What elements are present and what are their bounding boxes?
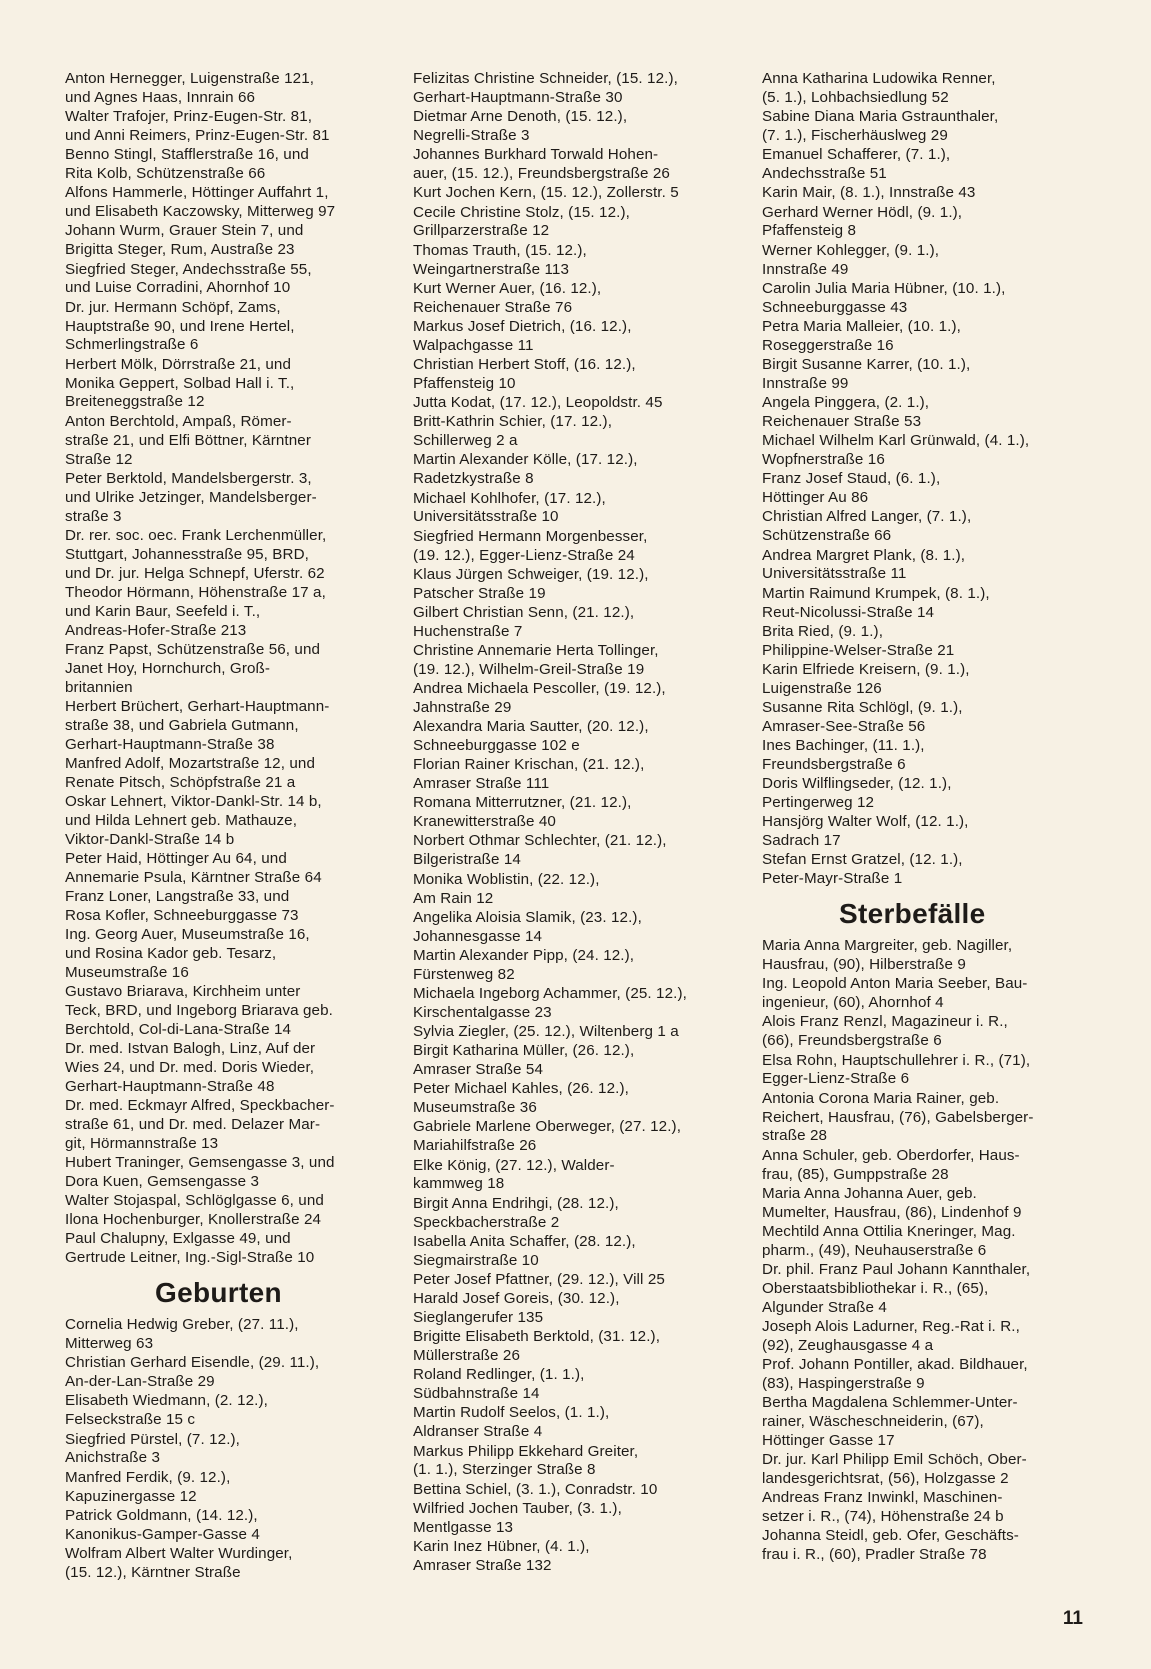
column-2 [413, 70, 745, 1576]
list-entry: Gustavo Briarava, Kirchheim unter Teck, BRD, und Ingeborg Briarava geb. Berchtold, Col-di-Lana-Straße 14 [65, 983, 333, 1038]
list-entry: Jutta Kodat, (17. 12.), Leopoldstr. 45 [413, 394, 663, 412]
list-entry: Anna Katharina Ludowika Renner, (5. 1.), Lohbachsiedlung 52 [762, 70, 996, 106]
list-entry: Elsa Rohn, Hauptschullehrer i. R., (71), Egger-Lienz-Straße 6 [762, 1051, 1031, 1088]
list-entry: Franz Papst, Schützenstraße 56, und Janet Hoy, Hornchurch, Groß- britannien [65, 640, 321, 696]
list-entry: Sylvia Ziegler, (25. 12.), Wiltenberg 1 a [413, 1023, 679, 1041]
list-entry: Paul Chalupny, Exlgasse 49, und Gertrude Leitner, Ing.-Sigl-Straße 10 [65, 1230, 315, 1267]
list-entry: Dr. jur. Hermann Schöpf, Zams, Hauptstraße 90, und Irene Hertel, Schmerlingstraße 6 [65, 298, 295, 354]
list-entry: Prof. Johann Pontiller, akad. Bildhauer, (83), Haspingerstraße 9 [762, 1356, 1028, 1393]
list-entry: Ines Bachinger, (11. 1.), Freundsbergstraße 6 [762, 737, 925, 773]
list-entry: Johanna Steidl, geb. Ofer, Geschäfts- frau i. R., (60), Pradler Straße 78 [762, 1527, 1019, 1564]
list-entry: Isabella Anita Schaffer, (28. 12.), Siegmairstraße 10 [413, 1232, 636, 1269]
list-entry: Gabriele Marlene Oberweger, (27. 12.), Mariahilfstraße 26 [413, 1118, 682, 1155]
list-entry: Peter Michael Kahles, (26. 12.), Museumstraße 36 [413, 1080, 629, 1117]
list-entry: Herbert Brüchert, Gerhart-Hauptmann- straße 38, und Gabriela Gutmann, Gerhart-Hauptmann-Straße 38 [65, 697, 330, 753]
list-entry: Cecile Christine Stolz, (15. 12.), Grillparzerstraße 12 [413, 203, 630, 240]
list-entry: Kurt Jochen Kern, (15. 12.), Zollerstr. 5 [413, 184, 679, 202]
list-entry: Gerhard Werner Hödl, (9. 1.), Pfaffensteig 8 [762, 203, 963, 240]
list-entry: Emanuel Schafferer, (7. 1.), Andechsstraße 51 [762, 146, 951, 183]
list-entry: Siegfried Steger, Andechsstraße 55, und Luise Corradini, Ahornhof 10 [65, 260, 312, 297]
list-entry: Michael Kohlhofer, (17. 12.), Universitätsstraße 10 [413, 489, 606, 526]
list-entry: Ing. Leopold Anton Maria Seeber, Bau- ingenieur, (60), Ahornhof 4 [762, 975, 1028, 1012]
list-entry: Hubert Traninger, Gemsengasse 3, und Dora Kuen, Gemsengasse 3 [65, 1154, 335, 1191]
list-entry: Doris Wilflingseder, (12. 1.), Pertingerweg 12 [762, 775, 952, 812]
list-entry: Birgit Katharina Müller, (26. 12.), Amraser Straße 54 [413, 1042, 635, 1079]
list-entry: Oskar Lehnert, Viktor-Dankl-Str. 14 b, und Hilda Lehnert geb. Mathauze, Viktor-Dankl-Straße 14 b [65, 792, 322, 848]
list-entry: Siegfried Hermann Morgenbesser, (19. 12.), Egger-Lienz-Straße 24 [413, 527, 648, 564]
list-entry: Klaus Jürgen Schweiger, (19. 12.), Patscher Straße 19 [413, 565, 649, 602]
section-heading-sterbefaelle: Sterbefälle [839, 898, 986, 930]
list-entry: Karin Inez Hübner, (4. 1.), Amraser Straße 132 [413, 1537, 590, 1574]
list-entry: Maria Anna Margreiter, geb. Nagiller, Hausfrau, (90), Hilberstraße 9 [762, 937, 1013, 974]
list-entry: Walter Stojaspal, Schlöglgasse 6, und Ilona Hochenburger, Knollerstraße 24 [65, 1192, 324, 1229]
list-entry: Joseph Alois Ladurner, Reg.-Rat i. R., (92), Zeughausgasse 4 a [762, 1318, 1020, 1354]
list-entry: Gilbert Christian Senn, (21. 12.), Huchenstraße 7 [413, 603, 635, 640]
list-entry: Walter Trafojer, Prinz-Eugen-Str. 81, und Anni Reimers, Prinz-Eugen-Str. 81 [65, 108, 330, 145]
list-entry: Manfred Adolf, Mozartstraße 12, und Renate Pitsch, Schöpfstraße 21 a [65, 754, 315, 791]
list-entry: Norbert Othmar Schlechter, (21. 12.), Bilgeristraße 14 [413, 832, 667, 869]
list-entry: Thomas Trauth, (15. 12.), Weingartnerstraße 113 [413, 241, 587, 278]
list-entry: Angelika Aloisia Slamik, (23. 12.), Johannesgasse 14 [413, 908, 642, 945]
list-entry: Romana Mitterrutzner, (21. 12.), Kranewitterstraße 40 [413, 794, 632, 831]
list-entry: Brigitte Elisabeth Berktold, (31. 12.), Müllerstraße 26 [413, 1328, 661, 1365]
list-entry: Roland Redlinger, (1. 1.), Südbahnstraße 14 [413, 1366, 585, 1403]
births-list-continued [413, 70, 745, 1576]
list-entry: Christian Herbert Stoff, (16. 12.), Pfaffensteig 10 [413, 355, 636, 392]
section-heading-geburten: Geburten [155, 1277, 282, 1309]
list-entry: Monika Woblistin, (22. 12.), Am Rain 12 [413, 870, 600, 907]
list-entry: Anton Berchtold, Ampaß, Römer- straße 21, und Elfi Böttner, Kärntner Straße 12 [65, 412, 311, 468]
page-number: 11 [1062, 1608, 1083, 1629]
list-entry: Florian Rainer Krischan, (21. 12.), Amraser Straße 111 [413, 756, 645, 793]
list-entry: Martin Alexander Pipp, (24. 12.), Fürstenweg 82 [413, 946, 635, 983]
list-entry: Markus Philipp Ekkehard Greiter, (1. 1.), Sterzinger Straße 8 [413, 1442, 639, 1479]
list-entry: Martin Alexander Kölle, (17. 12.), Radetzkystraße 8 [413, 451, 638, 488]
list-entry: Christian Alfred Langer, (7. 1.), Schützenstraße 66 [762, 508, 972, 545]
list-entry: Michaela Ingeborg Achammer, (25. 12.), Kirschentalgasse 23 [413, 984, 687, 1021]
list-entry: Peter Haid, Höttinger Au 64, und Annemarie Psula, Kärntner Straße 64 [65, 849, 322, 886]
list-entry: Anna Schuler, geb. Oberdorfer, Haus- frau, (85), Gumppstraße 28 [762, 1146, 1020, 1183]
list-entry: Karin Mair, (8. 1.), Innstraße 43 [762, 184, 976, 202]
list-entry: Franz Loner, Langstraße 33, und Rosa Kofler, Schneeburggasse 73 [65, 888, 299, 924]
list-entry: Elisabeth Wiedmann, (2. 12.), Felseckstraße 15 c [65, 1392, 268, 1429]
list-entry: Christine Annemarie Herta Tollinger, (19. 12.), Wilhelm-Greil-Straße 19 [413, 641, 659, 678]
list-entry: Markus Josef Dietrich, (16. 12.), Walpachgasse 11 [413, 317, 632, 354]
list-entry: Andrea Margret Plank, (8. 1.), Universitätsstraße 11 [762, 546, 966, 583]
list-entry: Dr. jur. Karl Philipp Emil Schöch, Ober- landesgerichtsrat, (56), Holzgasse 2 [762, 1451, 1027, 1488]
births-list [65, 1316, 395, 1582]
list-entry: Ing. Georg Auer, Museumstraße 16, und Rosina Kador geb. Tesarz, Museumstraße 16 [65, 926, 310, 981]
list-entry: Maria Anna Johanna Auer, geb. Mumelter, Hausfrau, (86), Lindenhof 9 [762, 1184, 1022, 1221]
list-entry: Franz Josef Staud, (6. 1.), Höttinger Au 86 [762, 470, 941, 507]
list-entry: Cornelia Hedwig Greber, (27. 11.), Mitterweg 63 [65, 1316, 299, 1353]
list-entry: Dietmar Arne Denoth, (15. 12.), Negrelli-Straße 3 [413, 108, 628, 145]
column-1 [65, 70, 395, 1583]
list-entry: Bettina Schiel, (3. 1.), Conradstr. 10 [413, 1480, 658, 1498]
list-entry: Benno Stingl, Stafflerstraße 16, und Rita Kolb, Schützenstraße 66 [65, 146, 309, 183]
list-entry: Anton Hernegger, Luigenstraße 121, und Agnes Haas, Innrain 66 [65, 70, 315, 106]
list-entry: Dr. phil. Franz Paul Johann Kannthaler, Oberstaatsbibliothekar i. R., (65), Algunder Straße 4 [762, 1260, 1031, 1316]
list-entry: Wolfram Albert Walter Wurdinger, (15. 12.), Kärntner Straße [65, 1544, 293, 1581]
list-entry: Stefan Ernst Gratzel, (12. 1.), Peter-Mayr-Straße 1 [762, 851, 963, 888]
list-entry: Andreas Franz Inwinkl, Maschinen- setzer i. R., (74), Höhenstraße 24 b [762, 1489, 1004, 1526]
list-entry: Michael Wilhelm Karl Grünwald, (4. 1.), Wopfnerstraße 16 [762, 432, 1030, 469]
list-entry: Patrick Goldmann, (14. 12.), Kanonikus-Gamper-Gasse 4 [65, 1506, 260, 1543]
list-entry: Hansjörg Walter Wolf, (12. 1.), Sadrach 17 [762, 813, 969, 850]
list-entry: Johannes Burkhard Torwald Hohen- auer, (15. 12.), Freundsbergstraße 26 [413, 146, 670, 183]
list-entry: Dr. med. Istvan Balogh, Linz, Auf der Wies 24, und Dr. med. Doris Wieder, Gerhart-Hauptmann-Straße 48 [65, 1040, 316, 1095]
marriages-list [65, 70, 395, 1268]
list-entry: Karin Elfriede Kreisern, (9. 1.), Luigenstraße 126 [762, 660, 970, 697]
list-entry: Susanne Rita Schlögl, (9. 1.), Amraser-See-Straße 56 [762, 698, 963, 735]
list-entry: Herbert Mölk, Dörrstraße 21, und Monika Geppert, Solbad Hall i. T., Breiteneggstraße 12 [65, 355, 295, 411]
list-entry: Mechtild Anna Ottilia Kneringer, Mag. pharm., (49), Neuhauserstraße 6 [762, 1222, 1016, 1259]
list-entry: Martin Raimund Krumpek, (8. 1.), Reut-Nicolussi-Straße 14 [762, 584, 990, 621]
list-entry: Dr. med. Eckmayr Alfred, Speckbacher- straße 61, und Dr. med. Delazer Mar- git, Hörmannstraße 13 [65, 1097, 335, 1152]
list-entry: Antonia Corona Maria Rainer, geb. Reichert, Hausfrau, (76), Gabelsberger- straße 28 [762, 1089, 1034, 1145]
list-entry: Petra Maria Malleier, (10. 1.), Roseggerstraße 16 [762, 317, 961, 354]
list-entry: Siegfried Pürstel, (7. 12.), Anichstraße 3 [65, 1430, 241, 1467]
list-entry: Peter Josef Pfattner, (29. 12.), Vill 25 [413, 1270, 665, 1288]
list-entry: Alfons Hammerle, Höttinger Auffahrt 1, und Elisabeth Kaczowsky, Mitterweg 97 [65, 184, 336, 221]
list-entry: Martin Rudolf Seelos, (1. 1.), Aldranser Straße 4 [413, 1404, 610, 1441]
deaths-list [762, 937, 1092, 1565]
births-list-continued-2 [762, 70, 1092, 889]
column-3 [762, 70, 1092, 1566]
list-entry: Dr. rer. soc. oec. Frank Lerchenmüller, Stuttgart, Johannesstraße 95, BRD, und Dr. jur. Helga Schnepf, Uferstr. 62 [65, 526, 327, 582]
list-entry: Werner Kohlegger, (9. 1.), Innstraße 49 [762, 241, 940, 278]
list-entry: Sabine Diana Maria Gstraunthaler, (7. 1.), Fischerhäuslweg 29 [762, 108, 999, 145]
list-entry: Brita Ried, (9. 1.), Philippine-Welser-Straße 21 [762, 622, 955, 659]
list-entry: Christian Gerhard Eisendle, (29. 11.), An-der-Lan-Straße 29 [65, 1354, 320, 1391]
list-entry: Elke König, (27. 12.), Walder- kammweg 18 [413, 1156, 615, 1193]
list-entry: Alexandra Maria Sautter, (20. 12.), Schneeburggasse 102 e [413, 718, 649, 755]
list-entry: Kurt Werner Auer, (16. 12.), Reichenauer Straße 76 [413, 279, 602, 316]
list-entry: Carolin Julia Maria Hübner, (10. 1.), Schneeburggasse 43 [762, 279, 1006, 316]
list-entry: Felizitas Christine Schneider, (15. 12.), Gerhart-Hauptmann-Straße 30 [413, 70, 678, 106]
list-entry: Bertha Magdalena Schlemmer-Unter- rainer, Wäscheschneiderin, (67), Höttinger Gasse 17 [762, 1394, 1018, 1450]
list-entry: Wilfried Jochen Tauber, (3. 1.), Mentlgasse 13 [413, 1499, 622, 1536]
list-entry: Manfred Ferdik, (9. 12.), Kapuzinergasse 12 [65, 1468, 231, 1505]
list-entry: Britt-Kathrin Schier, (17. 12.), Schillerweg 2 a [413, 413, 613, 450]
list-entry: Andrea Michaela Pescoller, (19. 12.), Jahnstraße 29 [413, 680, 666, 716]
list-entry: Birgit Susanne Karrer, (10. 1.), Innstraße 99 [762, 355, 971, 392]
list-entry: Alois Franz Renzl, Magazineur i. R., (66), Freundsbergstraße 6 [762, 1013, 1008, 1050]
list-entry: Theodor Hörmann, Höhenstraße 17 a, und Karin Baur, Seefeld i. T., Andreas-Hofer-Straße 213 [65, 583, 326, 639]
list-entry: Angela Pinggera, (2. 1.), Reichenauer Straße 53 [762, 394, 930, 430]
list-entry: Peter Berktold, Mandelsbergerstr. 3, und Ulrike Jetzinger, Mandelsberger- straße 3 [65, 469, 317, 525]
list-entry: Johann Wurm, Grauer Stein 7, und Brigitta Steger, Rum, Austraße 23 [65, 222, 304, 259]
list-entry: Harald Josef Goreis, (30. 12.), Sieglangerufer 135 [413, 1290, 620, 1326]
list-entry: Birgit Anna Endrihgi, (28. 12.), Speckbacherstraße 2 [413, 1194, 619, 1231]
